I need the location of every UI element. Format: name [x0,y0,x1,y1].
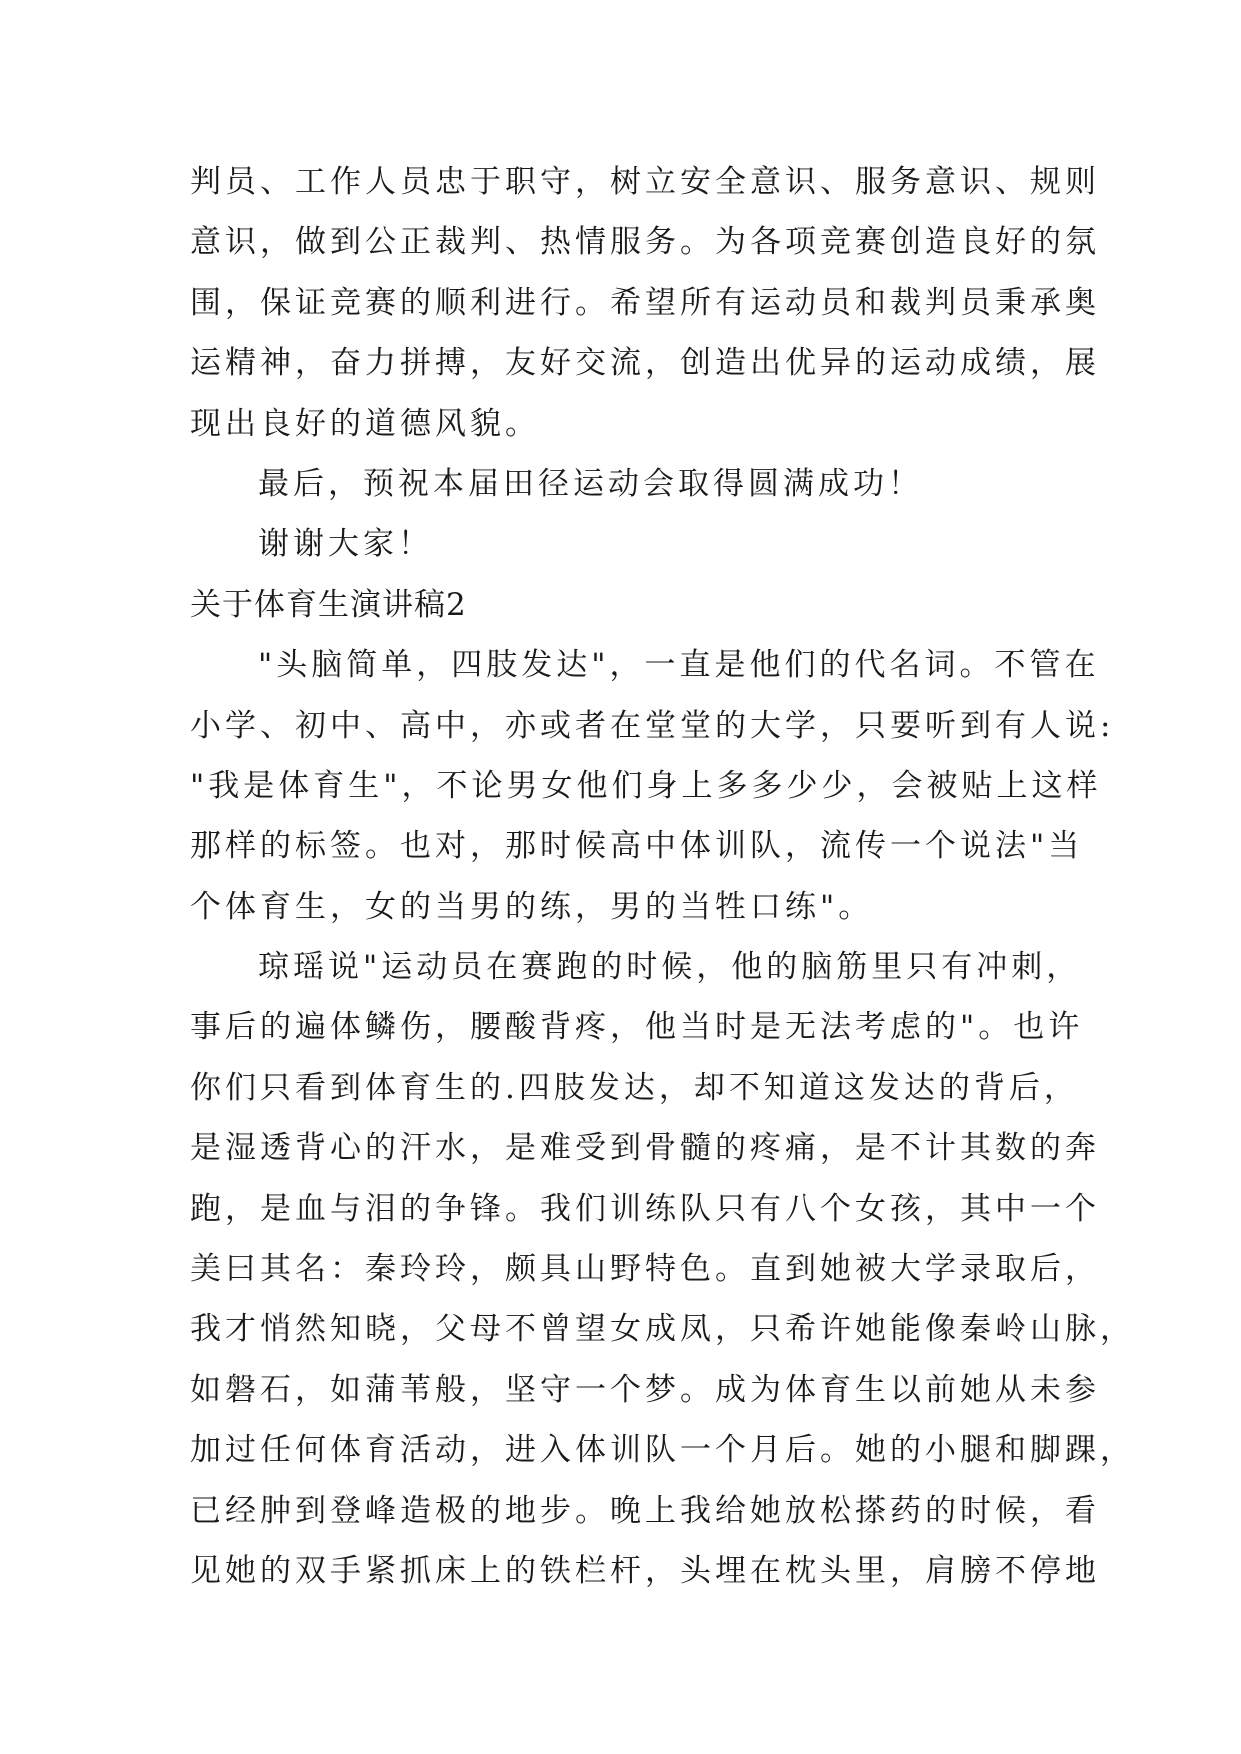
paragraph-line: 事后的遍体鳞伤，腰酸背疼，他当时是无法考虑的"。也许 [190,1009,1084,1046]
paragraph-line: "我是体育生"，不论男女他们身上多多少少，会被贴上这样 [190,767,1102,804]
section-heading: 关于体育生演讲稿2 [190,586,467,623]
closing-wish-line: 最后，预祝本届田径运动会取得圆满成功！ [258,465,923,502]
paragraph-line: 加过任何体育活动，进入体训队一个月后。她的小腿和脚踝， [190,1432,1135,1469]
paragraph-line: 跑，是血与泪的争锋。我们训练队只有八个女孩，其中一个 [190,1190,1100,1227]
paragraph-line: 小学、初中、高中，亦或者在堂堂的大学，只要听到有人说: [190,707,1115,744]
paragraph-line: 现出良好的道德风貌。 [190,405,540,442]
paragraph-line: 美曰其名：秦玲玲，颇具山野特色。直到她被大学录取后， [190,1251,1100,1288]
paragraph-line: 你们只看到体育生的.四肢发达，却不知道这发达的背后， [190,1069,1079,1106]
paragraph-line: 围，保证竞赛的顺利进行。希望所有运动员和裁判员秉承奥 [190,284,1100,321]
paragraph-line: 我才悄然知晓，父母不曾望女成凤，只希许她能像秦岭山脉， [190,1311,1135,1348]
paragraph-line: 判员、工作人员忠于职守，树立安全意识、服务意识、规则 [190,164,1100,200]
paragraph-line: 那样的标签。也对，那时候高中体训队，流传一个说法"当 [190,828,1084,865]
paragraph-line: 琼瑶说"运动员在赛跑的时候，他的脑筋里只有冲刺， [258,949,1082,986]
paragraph-line: 个体育生，女的当男的练，男的当牲口练"。 [190,888,874,925]
paragraph-line: 意识，做到公正裁判、热情服务。为各项竞赛创造良好的氛 [190,224,1100,261]
paragraph-line: 已经肿到登峰造极的地步。晚上我给她放松搽药的时候，看 [190,1492,1100,1529]
paragraph-line: "头脑简单，四肢发达"，一直是他们的代名词。不管在 [258,647,1100,684]
paragraph-line: 是湿透背心的汗水，是难受到骨髓的疼痛，是不计其数的奔 [190,1130,1100,1167]
paragraph-line: 运精神，奋力拼搏，友好交流，创造出优异的运动成绩，展 [190,345,1100,382]
paragraph-line: 如磐石，如蒲苇般，坚守一个梦。成为体育生以前她从未参 [190,1371,1100,1408]
thanks-line: 谢谢大家！ [258,526,433,563]
document-body [190,152,1135,1601]
paragraph-line: 见她的双手紧抓床上的铁栏杆，头埋在枕头里，肩膀不停地 [190,1552,1100,1589]
